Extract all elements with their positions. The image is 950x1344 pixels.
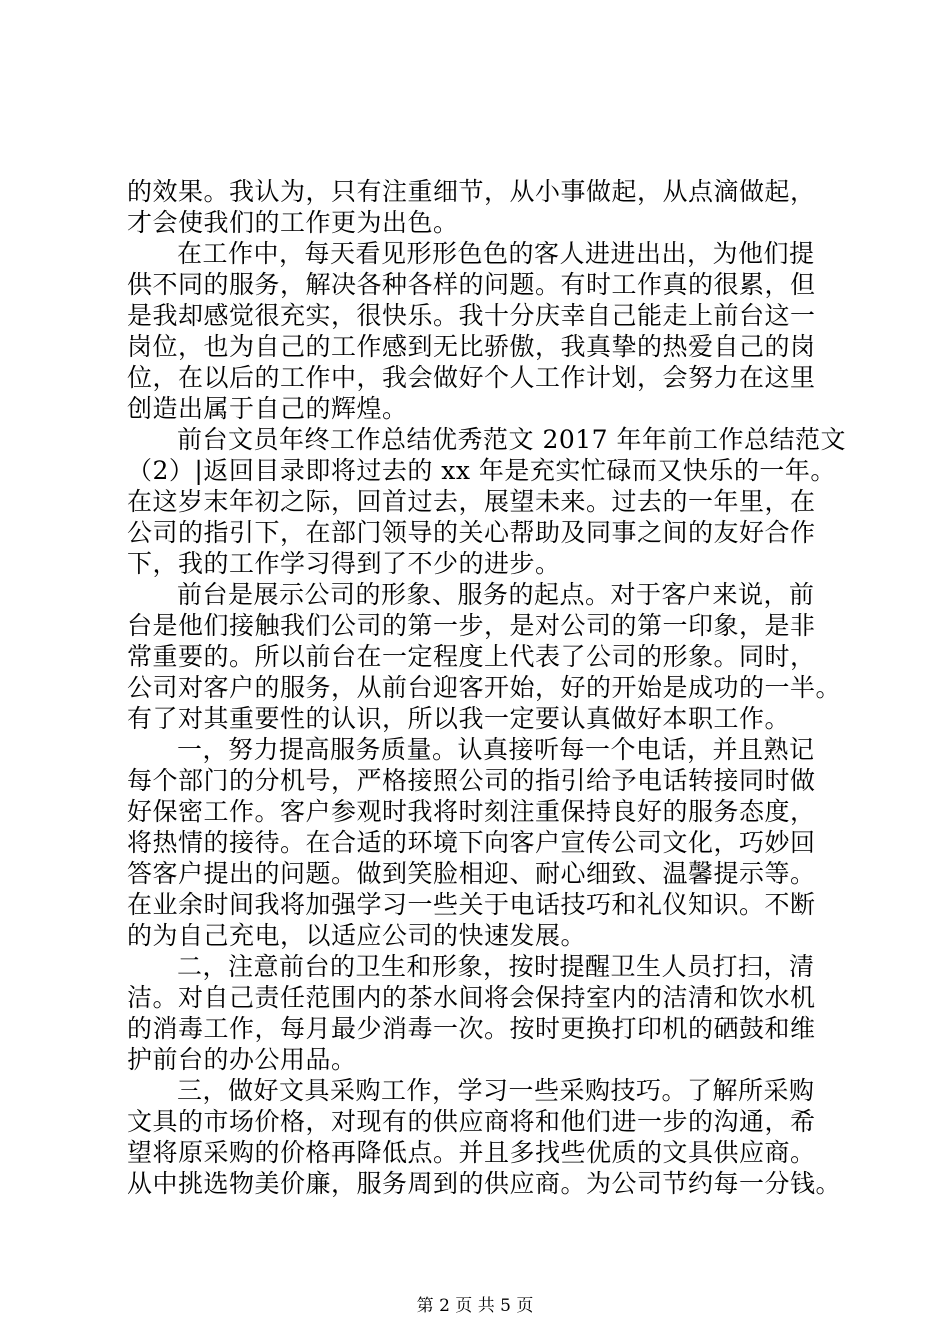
text-line: 将热情的接待。在合适的环境下向客户宣传公司文化，巧妙回 — [127, 828, 816, 857]
text-line: 岗位，也为自己的工作感到无比骄傲，我真挚的热爱自己的岗 — [127, 332, 816, 361]
text-line: 洁。对自己责任范围内的茶水间将会保持室内的洁清和饮水机 — [127, 983, 816, 1012]
text-line: 下，我的工作学习得到了不少的进步。 — [127, 549, 561, 578]
text-line: 供不同的服务，解决各种各样的问题。有时工作真的很累，但 — [127, 270, 816, 299]
text-line: 创造出属于自己的辉煌。 — [127, 394, 408, 423]
text-line: 文具的市场价格，对现有的供应商将和他们进一步的沟通，希 — [127, 1107, 816, 1136]
text-line: 公司对客户的服务，从前台迎客开始，好的开始是成功的一半。 — [127, 673, 842, 702]
text-line: 的消毒工作，每月最少消毒一次。按时更换打印机的硒鼓和维 — [127, 1014, 816, 1043]
text-line: 好保密工作。客户参观时我将时刻注重保持良好的服务态度， — [127, 797, 816, 826]
text-line: 的为自己充电，以适应公司的快速发展。 — [127, 921, 587, 950]
text-line: 在业余时间我将加强学习一些关于电话技巧和礼仪知识。不断 — [127, 890, 816, 919]
text-line: 台是他们接触我们公司的第一步，是对公司的第一印象，是非 — [127, 611, 816, 640]
text-line: （2）|返回目录即将过去的 xx 年是充实忙碌而又快乐的一年。 — [127, 456, 836, 485]
text-line: 才会使我们的工作更为出色。 — [127, 208, 459, 237]
text-line: 前台文员年终工作总结优秀范文 2017 年年前工作总结范文 — [177, 425, 847, 454]
text-line: 在工作中，每天看见形形色色的客人进进出出，为他们提 — [177, 239, 815, 268]
text-line: 一，努力提高服务质量。认真接听每一个电话，并且熟记 — [177, 735, 815, 764]
page-footer: 第 2 页 共 5 页 — [416, 1296, 534, 1316]
text-line: 每个部门的分机号，严格接照公司的指引给予电话转接同时做 — [127, 766, 816, 795]
text-line: 答客户提出的问题。做到笑脸相迎、耐心细致、温馨提示等。 — [127, 859, 816, 888]
text-line: 三，做好文具采购工作，学习一些采购技巧。了解所采购 — [177, 1076, 815, 1105]
text-line: 有了对其重要性的认识，所以我一定要认真做好本职工作。 — [127, 704, 791, 733]
text-line: 在这岁末年初之际，回首过去，展望未来。过去的一年里，在 — [127, 487, 816, 516]
text-line: 护前台的办公用品。 — [127, 1045, 357, 1074]
text-line: 二，注意前台的卫生和形象，按时提醒卫生人员打扫，清 — [177, 952, 815, 981]
text-line: 前台是展示公司的形象、服务的起点。对于客户来说，前 — [177, 580, 815, 609]
text-line: 公司的指引下，在部门领导的关心帮助及同事之间的友好合作 — [127, 518, 816, 547]
text-line: 的效果。我认为，只有注重细节，从小事做起，从点滴做起， — [127, 177, 816, 206]
text-line: 是我却感觉很充实，很快乐。我十分庆幸自己能走上前台这一 — [127, 301, 816, 330]
text-line: 从中挑选物美价廉，服务周到的供应商。为公司节约每一分钱。 — [127, 1169, 842, 1198]
text-line: 望将原采购的价格再降低点。并且多找些优质的文具供应商。 — [127, 1138, 816, 1167]
document-body — [127, 176, 849, 1199]
text-line: 位，在以后的工作中，我会做好个人工作计划，会努力在这里 — [127, 363, 816, 392]
text-line: 常重要的。所以前台在一定程度上代表了公司的形象。同时， — [127, 642, 816, 671]
